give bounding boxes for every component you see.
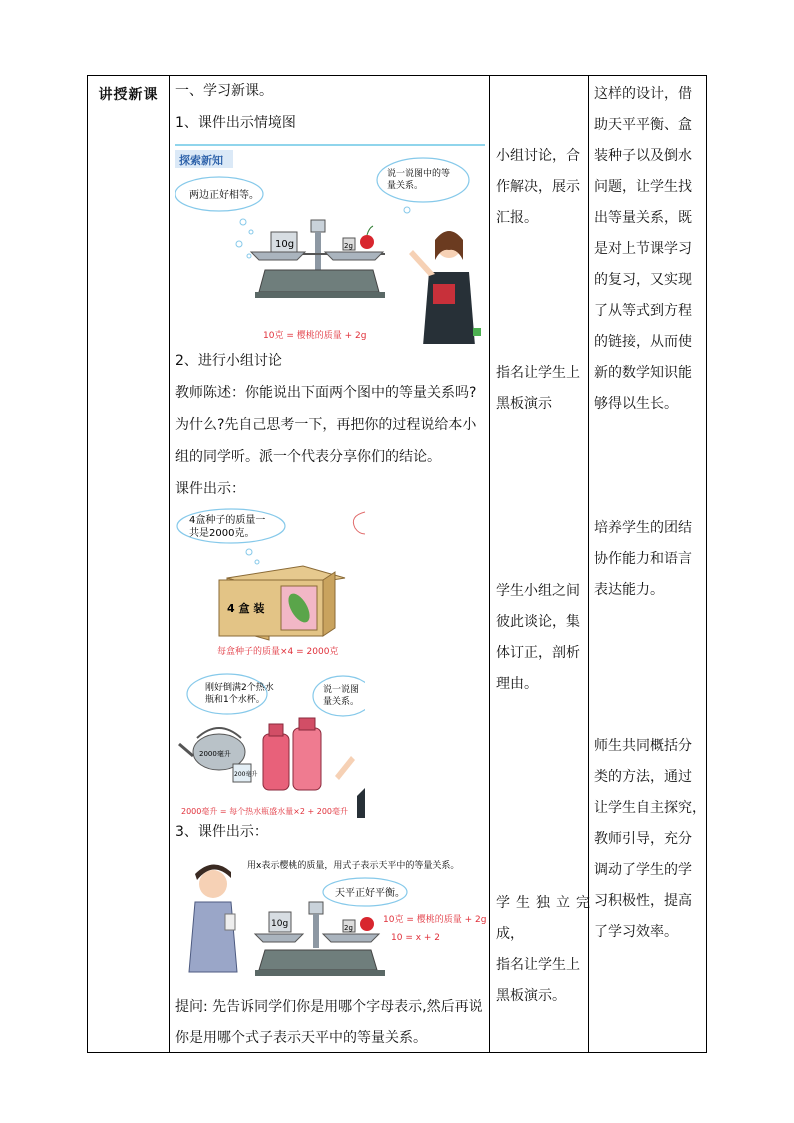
svg-text:量关系。: 量关系。 <box>387 181 424 191</box>
svg-text:4盒种子的质量一: 4盒种子的质量一 <box>189 515 266 526</box>
column-divider <box>169 76 170 1052</box>
section-label: 讲授新课 <box>98 87 159 103</box>
cup-label: 200毫升 <box>234 771 258 778</box>
fig4-bubble: 天平正好平衡。 <box>335 888 405 899</box>
bubble-left: 两边正好相等。 <box>189 190 259 201</box>
intent-3: 师生共同概括分 类的方法，通过 让学生自主探究， 教师引导，充分 调动了学生的学 习积极性，提高 了学习效率。 <box>594 738 706 940</box>
bubble-fragment <box>345 508 369 538</box>
kettle-label: 2000毫升 <box>199 750 231 758</box>
teacher-statement: 组的同学听。派一个代表分享你们的结论。 <box>175 449 441 465</box>
intent-1: 这样的设计，借 助天平平衡、盒 装种子以及倒水 问题，让学生找 出等量关系，既 是对上节课学习 的复习，又实现 了从等式到方程 的链接，从而使 新的数学知识能 够得以生长。 <box>594 86 692 412</box>
fig4-weight-label: 10g <box>271 919 289 929</box>
activity-1: 小组讨论，合 作解决，展示 汇报。 <box>496 148 580 226</box>
explore-header: 探索新知 <box>179 154 223 167</box>
svg-text:说一说图: 说一说图 <box>323 685 360 695</box>
teacher-statement: 教师陈述：你能说出下面两个图中的等量关系吗? <box>175 385 477 401</box>
weight-label: 10g <box>275 239 295 250</box>
step-1: 1、课件出示情境图 <box>175 115 296 131</box>
equation-2: 每盒种子的质量×4 = 2000克 <box>217 647 339 657</box>
prompt: 你是用哪个式子表示天平中的等量关系。 <box>175 1030 427 1046</box>
fig4-equation-2: 10 = x + 2 <box>391 933 441 943</box>
show-label: 课件出示： <box>175 481 245 497</box>
prompt: 提问: 先告诉同学们你是用哪个字母表示,然后再说 <box>175 999 483 1015</box>
intent-2: 培养学生的团结 协作能力和语言 表达能力。 <box>594 520 692 598</box>
step-2: 2、进行小组讨论 <box>175 353 282 369</box>
balance-figure-1 <box>175 142 487 344</box>
activity-3: 学生小组之间 彼此谈论，集 体订正，剖析 理由。 <box>496 583 580 692</box>
step-3: 3、课件出示： <box>175 824 268 840</box>
lesson-table <box>87 75 707 1053</box>
teacher-statement: 为什么?先自己思考一下，再把你的过程说给本小 <box>175 417 477 433</box>
seed-box-figure <box>175 508 365 660</box>
equation-3: 2000毫升 = 每个热水瓶盛水量×2 + 200毫升 <box>181 807 348 816</box>
thermos-figure <box>175 672 365 818</box>
balance-figure-2 <box>175 854 487 984</box>
svg-text:量关系。: 量关系。 <box>323 697 360 707</box>
fig4-top-text: 用x表示樱桃的质量，用式子表示天平中的等量关系。 <box>247 861 460 871</box>
svg-text:刚好倒满2个热水: 刚好倒满2个热水 <box>205 683 274 693</box>
heading: 一、学习新课。 <box>175 83 273 99</box>
svg-text:说一说图中的等: 说一说图中的等 <box>387 169 451 179</box>
svg-text:共是2000克。: 共是2000克。 <box>189 528 255 539</box>
box-label: 4 盒 装 <box>227 602 265 615</box>
activity-2: 指名让学生上 黑板演示 <box>496 365 580 412</box>
column-divider <box>489 76 490 1052</box>
svg-text:瓶和1个水杯。: 瓶和1个水杯。 <box>205 695 265 705</box>
fig4-equation-1: 10克 = 樱桃的质量 + 2g <box>383 915 487 925</box>
activity-4: 学生独立完成， 指名让学生上 黑板演示。 <box>496 895 590 1004</box>
weight-label-right: 2g <box>344 242 353 250</box>
fig4-weight-label-right: 2g <box>344 924 353 932</box>
equation-1: 10克 = 樱桃的质量 + 2g <box>263 331 367 341</box>
